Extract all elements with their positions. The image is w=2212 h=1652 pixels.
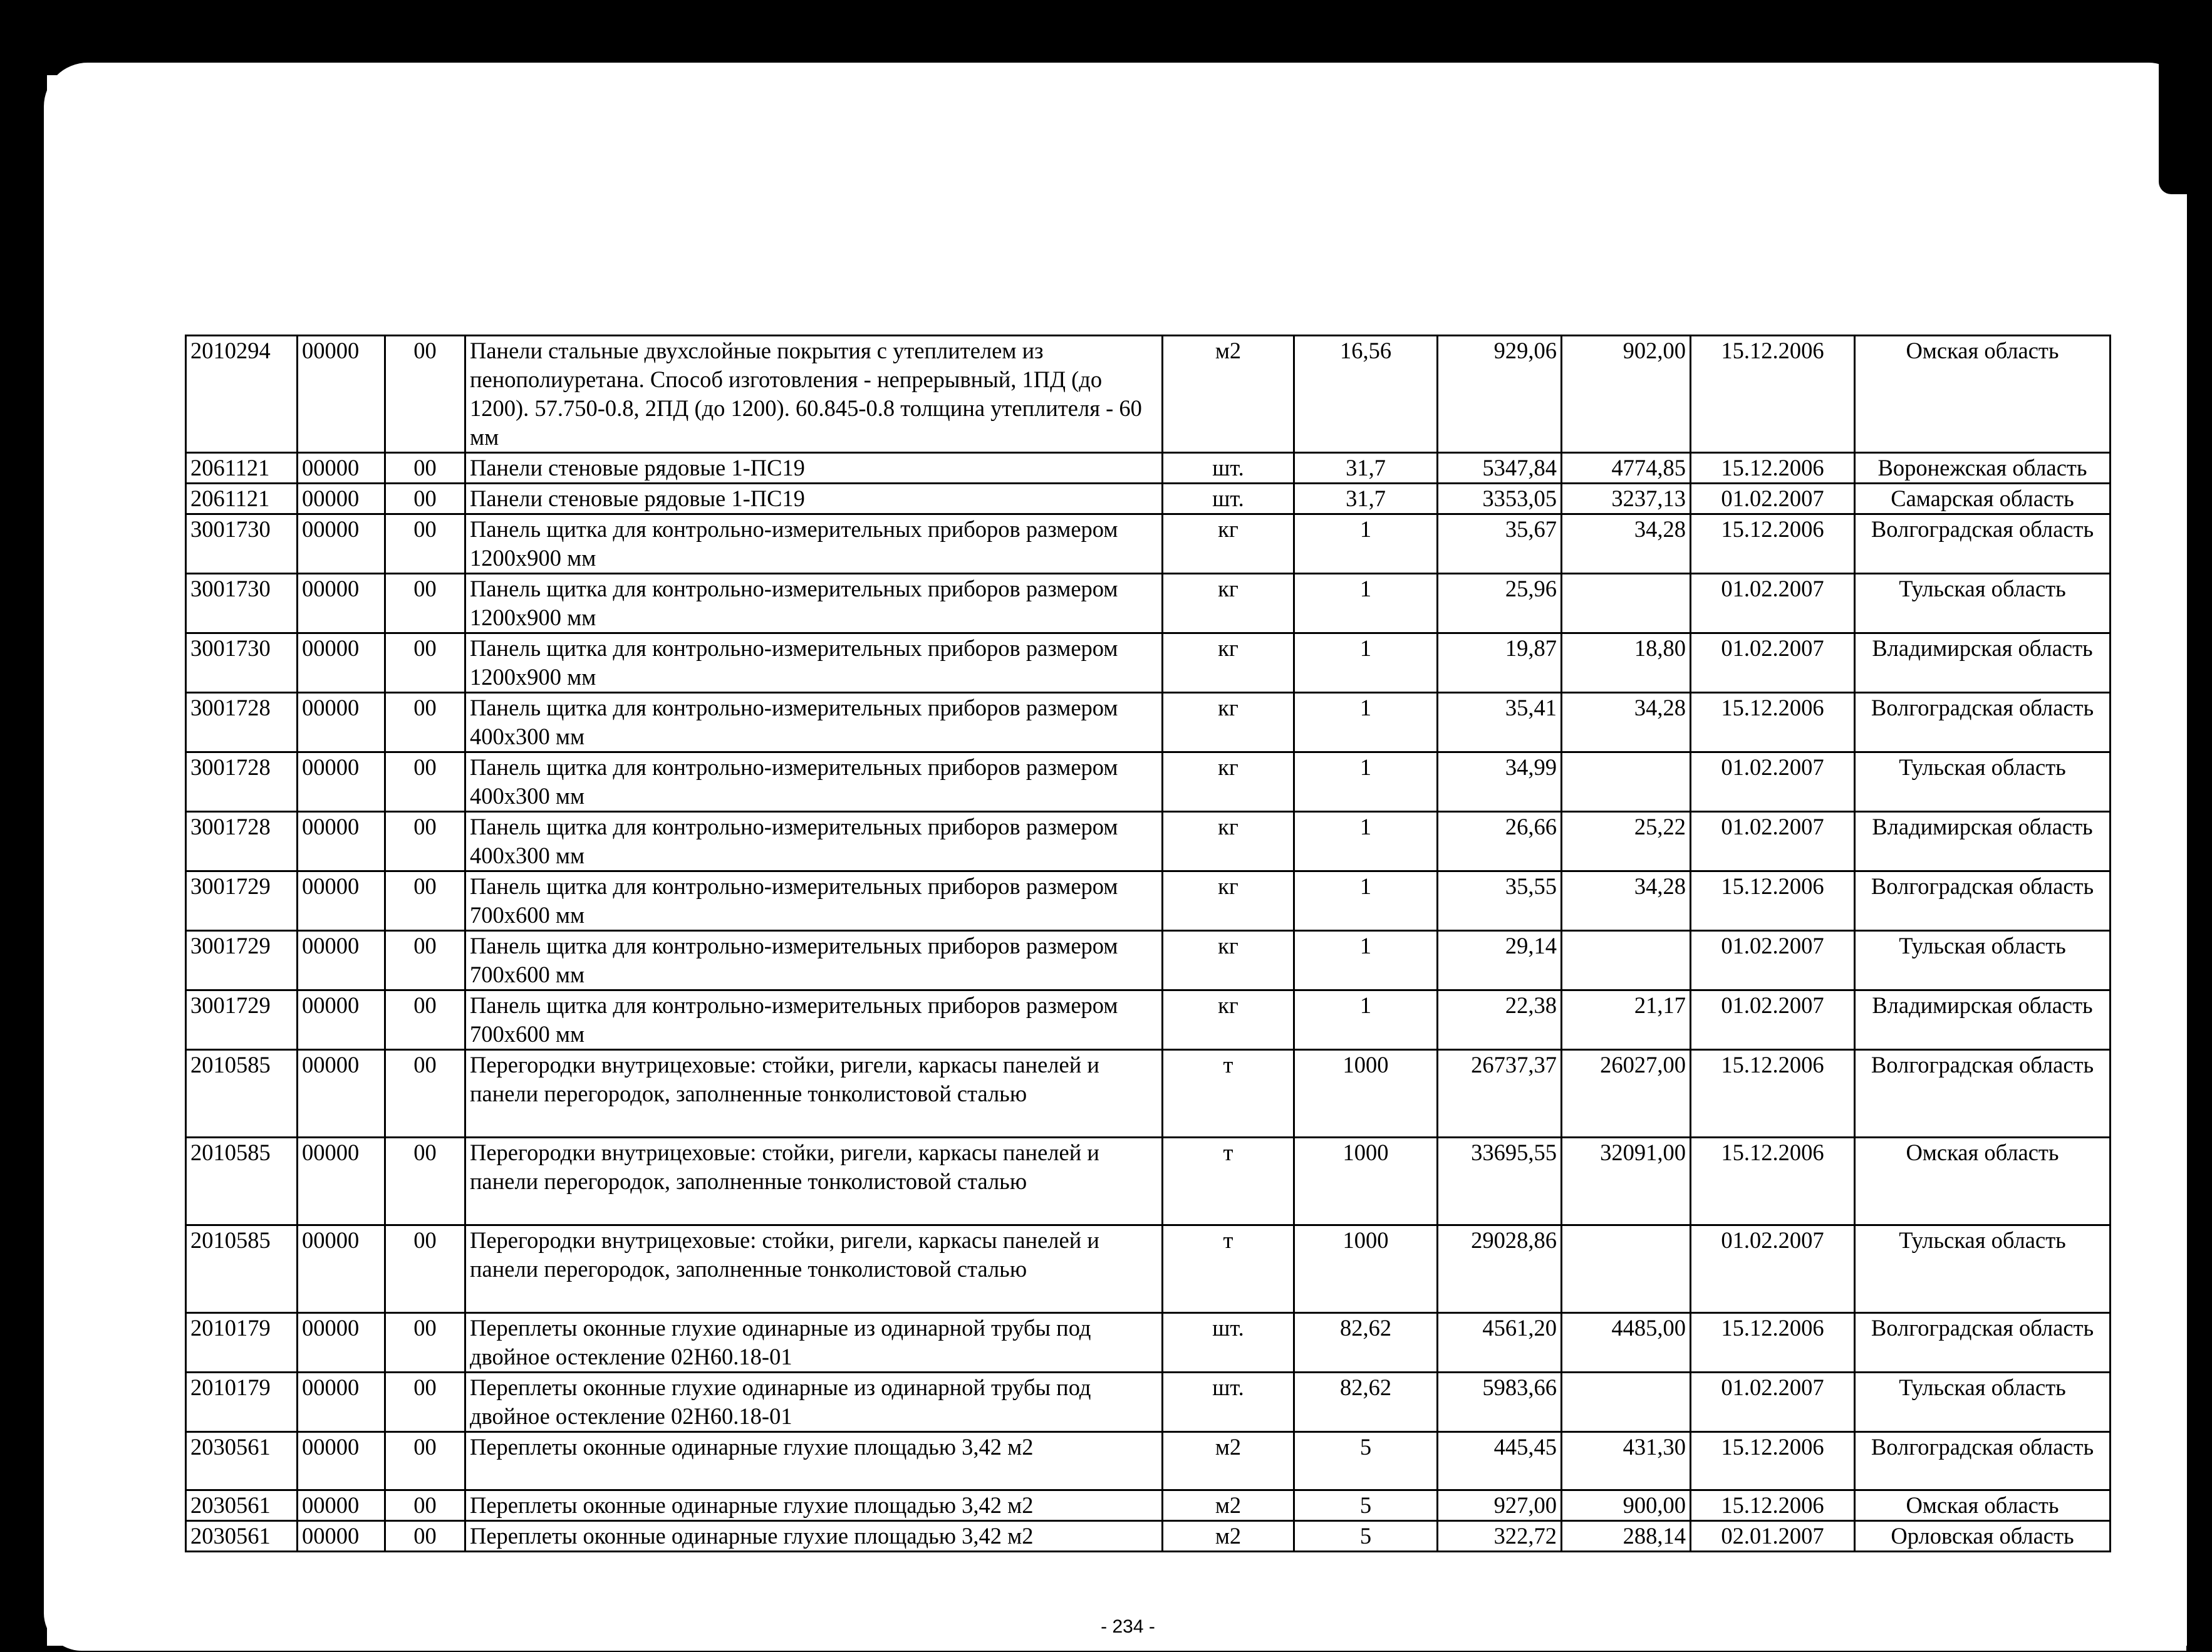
cell-sub-code: 00000 — [298, 1313, 385, 1373]
cell-sub-code-2: 00 — [385, 1138, 465, 1225]
cell-name: Панель щитка для контрольно-измерительных приборов размером 400х300 мм — [465, 693, 1163, 752]
cell-date: 15.12.2006 — [1691, 1490, 1855, 1521]
cell-date: 15.12.2006 — [1691, 1313, 1855, 1373]
cell-sub-code-2: 00 — [385, 1050, 465, 1138]
cell-price: 34,99 — [1438, 752, 1562, 812]
cell-price-2: 25,22 — [1562, 812, 1691, 871]
cell-quantity: 1 — [1294, 574, 1438, 633]
cell-price-2: 3237,13 — [1562, 484, 1691, 514]
cell-code: 2010179 — [186, 1373, 298, 1432]
cell-quantity: 82,62 — [1294, 1313, 1438, 1373]
table-row — [186, 336, 2111, 453]
cell-price-2: 902,00 — [1562, 336, 1691, 453]
cell-date: 02.01.2007 — [1691, 1521, 1855, 1552]
cell-date: 01.02.2007 — [1691, 990, 1855, 1050]
cell-price-2: 34,28 — [1562, 693, 1691, 752]
cell-date: 01.02.2007 — [1691, 1373, 1855, 1432]
cell-quantity: 16,56 — [1294, 336, 1438, 453]
cell-sub-code: 00000 — [298, 990, 385, 1050]
cell-date: 15.12.2006 — [1691, 1432, 1855, 1490]
cell-code: 2010179 — [186, 1313, 298, 1373]
cell-quantity: 1 — [1294, 633, 1438, 693]
cell-quantity: 1 — [1294, 514, 1438, 574]
cell-code: 3001728 — [186, 752, 298, 812]
cell-code: 3001729 — [186, 990, 298, 1050]
cell-unit: м2 — [1163, 1432, 1294, 1490]
cell-unit: кг — [1163, 693, 1294, 752]
cell-sub-code: 00000 — [298, 871, 385, 931]
cell-date: 15.12.2006 — [1691, 1050, 1855, 1138]
cell-price: 26737,37 — [1438, 1050, 1562, 1138]
cell-region: Тульская область — [1855, 931, 2111, 990]
cell-code: 2010585 — [186, 1225, 298, 1313]
cell-price: 322,72 — [1438, 1521, 1562, 1552]
cell-unit: кг — [1163, 812, 1294, 871]
cell-unit: м2 — [1163, 336, 1294, 453]
table-row — [186, 693, 2111, 752]
cell-sub-code: 00000 — [298, 514, 385, 574]
cell-price: 4561,20 — [1438, 1313, 1562, 1373]
page-number — [0, 1616, 2212, 1638]
cell-name: Панель щитка для контрольно-измерительных приборов размером 700х600 мм — [465, 871, 1163, 931]
cell-date: 01.02.2007 — [1691, 812, 1855, 871]
cell-name: Переплеты оконные одинарные глухие площадью 3,42 м2 — [465, 1521, 1163, 1552]
cell-price-2: 4774,85 — [1562, 453, 1691, 484]
cell-price-2 — [1562, 752, 1691, 812]
cell-sub-code-2: 00 — [385, 1225, 465, 1313]
cell-sub-code-2: 00 — [385, 453, 465, 484]
cell-price-2 — [1562, 574, 1691, 633]
cell-date: 15.12.2006 — [1691, 514, 1855, 574]
cell-name: Переплеты оконные одинарные глухие площадью 3,42 м2 — [465, 1432, 1163, 1490]
cell-price: 29,14 — [1438, 931, 1562, 990]
table-row — [186, 990, 2111, 1050]
table-row — [186, 1050, 2111, 1138]
cell-unit: шт. — [1163, 453, 1294, 484]
cell-price: 5983,66 — [1438, 1373, 1562, 1432]
cell-date: 01.02.2007 — [1691, 1225, 1855, 1313]
cell-quantity: 5 — [1294, 1490, 1438, 1521]
scan-border-right — [2187, 0, 2212, 1652]
cell-sub-code: 00000 — [298, 633, 385, 693]
cell-name: Перегородки внутрицеховые: стойки, ригели, каркасы панелей и панели перегородок, заполненные тонколистовой сталью — [465, 1225, 1163, 1313]
cell-quantity: 1 — [1294, 871, 1438, 931]
cell-code: 2061121 — [186, 484, 298, 514]
cell-price: 25,96 — [1438, 574, 1562, 633]
table-body — [186, 336, 2111, 1552]
cell-code: 3001730 — [186, 633, 298, 693]
cell-code: 3001729 — [186, 931, 298, 990]
cell-unit: т — [1163, 1050, 1294, 1138]
cell-date: 15.12.2006 — [1691, 336, 1855, 453]
cell-region: Владимирская область — [1855, 812, 2111, 871]
cell-quantity: 1 — [1294, 812, 1438, 871]
cell-unit: кг — [1163, 931, 1294, 990]
cell-sub-code: 00000 — [298, 574, 385, 633]
cell-code: 2010585 — [186, 1050, 298, 1138]
table-row — [186, 1490, 2111, 1521]
cell-quantity: 82,62 — [1294, 1373, 1438, 1432]
table-row — [186, 1432, 2111, 1490]
cell-sub-code-2: 00 — [385, 514, 465, 574]
cell-sub-code-2: 00 — [385, 693, 465, 752]
cell-unit: т — [1163, 1225, 1294, 1313]
cell-name: Панель щитка для контрольно-измерительных приборов размером 700х600 мм — [465, 990, 1163, 1050]
cell-name: Перегородки внутрицеховые: стойки, ригели, каркасы панелей и панели перегородок, заполненные тонколистовой сталью — [465, 1138, 1163, 1225]
cell-region: Тульская область — [1855, 1373, 2111, 1432]
cell-price: 29028,86 — [1438, 1225, 1562, 1313]
cell-name: Переплеты оконные глухие одинарные из одинарной трубы под двойное остекление 02Н60.18-01 — [465, 1313, 1163, 1373]
cell-name: Панель щитка для контрольно-измерительных приборов размером 1200х900 мм — [465, 633, 1163, 693]
cell-date: 01.02.2007 — [1691, 931, 1855, 990]
cell-date: 01.02.2007 — [1691, 752, 1855, 812]
cell-sub-code: 00000 — [298, 1490, 385, 1521]
cell-code: 3001728 — [186, 812, 298, 871]
table-row — [186, 1225, 2111, 1313]
cell-sub-code: 00000 — [298, 1050, 385, 1138]
cell-sub-code-2: 00 — [385, 812, 465, 871]
cell-code: 2030561 — [186, 1521, 298, 1552]
table-row — [186, 1313, 2111, 1373]
table-row — [186, 514, 2111, 574]
cell-region: Волгоградская область — [1855, 1313, 2111, 1373]
cell-sub-code: 00000 — [298, 1432, 385, 1490]
table-row — [186, 931, 2111, 990]
cell-name: Панели стеновые рядовые 1-ПС19 — [465, 484, 1163, 514]
cell-date: 15.12.2006 — [1691, 871, 1855, 931]
cell-region: Волгоградская область — [1855, 1050, 2111, 1138]
cell-sub-code-2: 00 — [385, 931, 465, 990]
cell-region: Волгоградская область — [1855, 1432, 2111, 1490]
cell-region: Волгоградская область — [1855, 871, 2111, 931]
cell-sub-code-2: 00 — [385, 871, 465, 931]
scan-border-left — [0, 0, 47, 1652]
cell-date: 15.12.2006 — [1691, 693, 1855, 752]
cell-quantity: 31,7 — [1294, 484, 1438, 514]
cell-region: Владимирская область — [1855, 990, 2111, 1050]
cell-sub-code-2: 00 — [385, 752, 465, 812]
cell-unit: кг — [1163, 514, 1294, 574]
cell-quantity: 31,7 — [1294, 453, 1438, 484]
cell-price-2: 18,80 — [1562, 633, 1691, 693]
cell-sub-code: 00000 — [298, 931, 385, 990]
cell-name: Панель щитка для контрольно-измерительных приборов размером 400х300 мм — [465, 752, 1163, 812]
cell-region: Волгоградская область — [1855, 514, 2111, 574]
table-row — [186, 1138, 2111, 1225]
cell-sub-code-2: 00 — [385, 1432, 465, 1490]
cell-date: 01.02.2007 — [1691, 574, 1855, 633]
cell-code: 2030561 — [186, 1432, 298, 1490]
cell-quantity: 1000 — [1294, 1225, 1438, 1313]
cell-price: 5347,84 — [1438, 453, 1562, 484]
cell-region: Омская область — [1855, 336, 2111, 453]
cell-code: 2010294 — [186, 336, 298, 453]
cell-sub-code-2: 00 — [385, 1373, 465, 1432]
cell-price: 927,00 — [1438, 1490, 1562, 1521]
table-row — [186, 752, 2111, 812]
cell-quantity: 5 — [1294, 1521, 1438, 1552]
cell-unit: м2 — [1163, 1490, 1294, 1521]
cell-sub-code: 00000 — [298, 752, 385, 812]
cell-price: 26,66 — [1438, 812, 1562, 871]
cell-sub-code: 00000 — [298, 693, 385, 752]
cell-unit: шт. — [1163, 484, 1294, 514]
cell-sub-code-2: 00 — [385, 1490, 465, 1521]
cell-code: 2061121 — [186, 453, 298, 484]
cell-name: Панели стеновые рядовые 1-ПС19 — [465, 453, 1163, 484]
cell-code: 2030561 — [186, 1490, 298, 1521]
cell-name: Переплеты оконные глухие одинарные из одинарной трубы под двойное остекление 02Н60.18-01 — [465, 1373, 1163, 1432]
cell-unit: кг — [1163, 990, 1294, 1050]
cell-unit: шт. — [1163, 1373, 1294, 1432]
cell-sub-code: 00000 — [298, 812, 385, 871]
cell-price: 19,87 — [1438, 633, 1562, 693]
cell-sub-code-2: 00 — [385, 574, 465, 633]
cell-name: Панель щитка для контрольно-измерительных приборов размером 1200х900 мм — [465, 574, 1163, 633]
table-row — [186, 484, 2111, 514]
cell-price-2: 4485,00 — [1562, 1313, 1691, 1373]
cell-sub-code-2: 00 — [385, 633, 465, 693]
cell-price-2: 26027,00 — [1562, 1050, 1691, 1138]
cell-sub-code: 00000 — [298, 336, 385, 453]
cell-region: Орловская область — [1855, 1521, 2111, 1552]
cell-region: Воронежская область — [1855, 453, 2111, 484]
cell-price-2 — [1562, 1373, 1691, 1432]
table-row — [186, 871, 2111, 931]
cell-quantity: 5 — [1294, 1432, 1438, 1490]
cell-name: Панели стальные двухслойные покрытия с утеплителем из пенополиуретана. Способ изготовления - непрерывный, 1ПД (до 1200). 57.750-0.8, 2ПД (до 1200). 60.845-0.8 толщина утеплителя - 60 мм — [465, 336, 1163, 453]
cell-price-2: 900,00 — [1562, 1490, 1691, 1521]
cell-region: Омская область — [1855, 1138, 2111, 1225]
cell-sub-code-2: 00 — [385, 1313, 465, 1373]
table-row — [186, 633, 2111, 693]
cell-date: 01.02.2007 — [1691, 633, 1855, 693]
cell-price: 35,67 — [1438, 514, 1562, 574]
cell-sub-code: 00000 — [298, 1225, 385, 1313]
page-number-text: - 234 - — [1101, 1616, 1155, 1637]
cell-sub-code: 00000 — [298, 484, 385, 514]
table-row — [186, 453, 2111, 484]
table-row — [186, 1521, 2111, 1552]
cell-code: 3001729 — [186, 871, 298, 931]
cell-unit: кг — [1163, 752, 1294, 812]
cell-name: Панель щитка для контрольно-измерительных приборов размером 700х600 мм — [465, 931, 1163, 990]
cell-price: 22,38 — [1438, 990, 1562, 1050]
cell-name: Перегородки внутрицеховые: стойки, ригели, каркасы панелей и панели перегородок, заполненные тонколистовой сталью — [465, 1050, 1163, 1138]
cell-quantity: 1 — [1294, 752, 1438, 812]
cell-price-2: 288,14 — [1562, 1521, 1691, 1552]
cell-sub-code: 00000 — [298, 1138, 385, 1225]
cell-sub-code-2: 00 — [385, 1521, 465, 1552]
cell-sub-code-2: 00 — [385, 990, 465, 1050]
cell-date: 15.12.2006 — [1691, 1138, 1855, 1225]
cell-unit: м2 — [1163, 1521, 1294, 1552]
table-row — [186, 812, 2111, 871]
cell-region: Тульская область — [1855, 1225, 2111, 1313]
cell-sub-code: 00000 — [298, 1521, 385, 1552]
cell-region: Самарская область — [1855, 484, 2111, 514]
cell-unit: кг — [1163, 633, 1294, 693]
cell-sub-code: 00000 — [298, 1373, 385, 1432]
cell-price: 35,41 — [1438, 693, 1562, 752]
cell-region: Владимирская область — [1855, 633, 2111, 693]
cell-code: 3001730 — [186, 574, 298, 633]
cell-price: 929,06 — [1438, 336, 1562, 453]
cell-quantity: 1000 — [1294, 1050, 1438, 1138]
cell-code: 3001730 — [186, 514, 298, 574]
cell-price: 35,55 — [1438, 871, 1562, 931]
cell-name: Панель щитка для контрольно-измерительных приборов размером 400х300 мм — [465, 812, 1163, 871]
cell-sub-code-2: 00 — [385, 484, 465, 514]
cell-region: Омская область — [1855, 1490, 2111, 1521]
cell-sub-code: 00000 — [298, 453, 385, 484]
cell-price-2: 34,28 — [1562, 514, 1691, 574]
cell-quantity: 1000 — [1294, 1138, 1438, 1225]
cell-region: Волгоградская область — [1855, 693, 2111, 752]
cell-price-2: 34,28 — [1562, 871, 1691, 931]
cell-date: 15.12.2006 — [1691, 453, 1855, 484]
cell-price-2: 431,30 — [1562, 1432, 1691, 1490]
cell-quantity: 1 — [1294, 693, 1438, 752]
cell-name: Панель щитка для контрольно-измерительных приборов размером 1200х900 мм — [465, 514, 1163, 574]
cell-price-2: 21,17 — [1562, 990, 1691, 1050]
table-row — [186, 574, 2111, 633]
cell-code: 3001728 — [186, 693, 298, 752]
cell-region: Тульская область — [1855, 574, 2111, 633]
cell-price: 3353,05 — [1438, 484, 1562, 514]
cell-unit: т — [1163, 1138, 1294, 1225]
cell-sub-code-2: 00 — [385, 336, 465, 453]
cell-code: 2010585 — [186, 1138, 298, 1225]
cell-quantity: 1 — [1294, 990, 1438, 1050]
cell-unit: кг — [1163, 574, 1294, 633]
table-row — [186, 1373, 2111, 1432]
scan-edge-notch — [2159, 50, 2187, 194]
cell-date: 01.02.2007 — [1691, 484, 1855, 514]
cell-region: Тульская область — [1855, 752, 2111, 812]
cell-quantity: 1 — [1294, 931, 1438, 990]
cell-unit: кг — [1163, 871, 1294, 931]
cell-price: 33695,55 — [1438, 1138, 1562, 1225]
cell-name: Переплеты оконные одинарные глухие площадью 3,42 м2 — [465, 1490, 1163, 1521]
price-table — [185, 335, 2111, 1552]
cell-price-2 — [1562, 931, 1691, 990]
cell-price-2: 32091,00 — [1562, 1138, 1691, 1225]
cell-unit: шт. — [1163, 1313, 1294, 1373]
cell-price: 445,45 — [1438, 1432, 1562, 1490]
cell-price-2 — [1562, 1225, 1691, 1313]
